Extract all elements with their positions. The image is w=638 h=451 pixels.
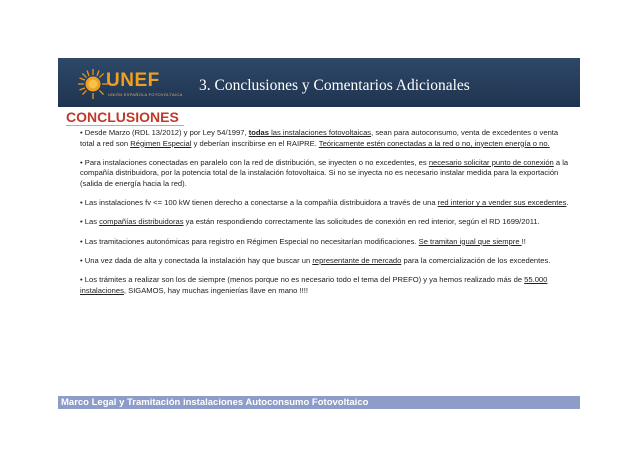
unef-logo xyxy=(76,67,186,101)
bullet-item xyxy=(80,158,574,190)
bullet-item xyxy=(80,275,574,296)
sun-icon xyxy=(76,67,110,101)
bullet-emphasis: compañías distribuidoras xyxy=(99,217,184,227)
bullet-text: , sean para autoconsumo, venta de excedentes o venta total a red son xyxy=(80,128,559,148)
footer-text: Marco Legal y Tramitación instalaciones Autoconsumo Fotovoltaico xyxy=(61,397,369,408)
bullet-text: !! xyxy=(521,236,526,246)
bullet-text: . xyxy=(566,198,569,208)
bullet-emphasis: Se tramitan igual que siempre xyxy=(418,236,522,246)
bullet-item xyxy=(80,256,574,267)
footer-bar xyxy=(58,396,580,409)
bullet-text: • Las instalaciones fv <= 100 kW tienen derecho a conectarse a la compañía distribuidora a través de una xyxy=(80,198,438,208)
bullet-text: a la compañía distribuidora, por la potencia total de la instalación fotovoltaica. Si no se inyecta no es necesario instalar medida para la exportación (salida de energía hacia la red). xyxy=(80,157,569,188)
bullet-emphasis: todas xyxy=(248,128,269,137)
bullet-emphasis: 55.000 instalaciones xyxy=(80,275,548,295)
bullet-text: • Para instalaciones conectadas en paralelo con la red de distribución, se inyecten o no excedentes, es xyxy=(80,157,429,167)
bullet-text: • Los trámites a realizar son los de siempre (menos porque no es necesario todo el tema del PREFO) y ya hemos realizado más de xyxy=(80,275,525,285)
bullet-text: • Las xyxy=(80,217,100,227)
bullet-text: • Las tramitaciones autonómicas para registro en Régimen Especial no necesitarían modificaciones. xyxy=(80,236,419,246)
bullet-emphasis: las instalaciones fotovoltaicas xyxy=(268,128,372,137)
bullet-emphasis: Teóricamente estén conectadas a la red o no, inyecten energía o no. xyxy=(318,138,550,148)
heading-underline xyxy=(66,125,184,126)
bullet-text: para la comercialización de los excedentes. xyxy=(401,255,551,265)
bullet-emphasis: representante de mercado xyxy=(312,255,402,265)
bullet-item xyxy=(80,198,574,209)
bullet-emphasis: necesario solicitar punto de conexión xyxy=(428,157,554,167)
bullet-text: • Desde Marzo (RDL 13/2012) y por Ley 54/1997, xyxy=(80,128,249,137)
logo-subtitle: UNIÓN ESPAÑOLA FOTOVOLTAICA xyxy=(108,92,183,97)
logo-wordmark: UNEF xyxy=(106,70,160,91)
bullet-text: • Una vez dada de alta y conectada la instalación hay que buscar un xyxy=(80,255,313,265)
bullet-text: y deberían inscribirse en el RAIPRE. xyxy=(191,138,319,148)
bullet-emphasis: Régimen Especial xyxy=(130,138,192,148)
bullet-list xyxy=(80,128,574,305)
bullet-item xyxy=(80,217,574,228)
bullet-text: , SIGAMOS, hay muchas ingenierías llave en mano !!!! xyxy=(123,285,308,295)
slide xyxy=(58,58,580,409)
slide-header xyxy=(58,58,580,107)
bullet-emphasis: red interior y a vender sus excedentes xyxy=(437,198,567,208)
bullet-item xyxy=(80,237,574,248)
section-heading: CONCLUSIONES xyxy=(66,109,179,125)
bullet-text: ya están respondiendo correctamente las solicitudes de conexión en red interior, según el RD 1699/2011. xyxy=(183,217,540,227)
bullet-item xyxy=(80,128,574,149)
slide-title: 3. Conclusiones y Comentarios Adicionales xyxy=(199,77,470,94)
